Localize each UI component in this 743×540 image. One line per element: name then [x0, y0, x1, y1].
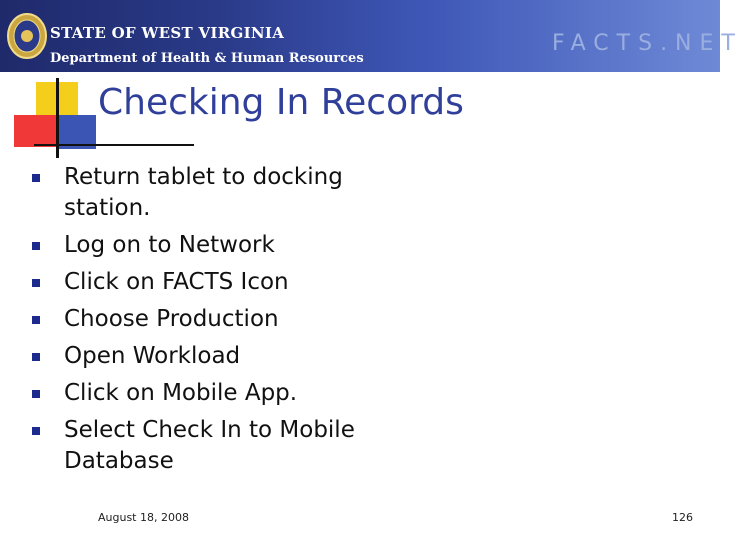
bullet-item [22, 304, 364, 335]
bullet-square-icon [32, 390, 40, 398]
bullet-text: Click on Mobile App. [64, 380, 298, 406]
footer-date: August 18, 2008 [98, 511, 189, 524]
bullet-text: Select Check In to Mobile Database [64, 417, 355, 474]
bullet-text: Click on FACTS Icon [64, 269, 289, 295]
decor-red-square [14, 115, 56, 147]
page-number: 126 [672, 511, 693, 524]
state-seal-icon [6, 12, 48, 60]
bullet-item [22, 162, 364, 224]
bullet-item [22, 415, 364, 477]
bullet-square-icon [32, 427, 40, 435]
bullet-text: Return tablet to docking station. [64, 164, 343, 221]
bullet-square-icon [32, 174, 40, 182]
bullet-text: Open Workload [64, 343, 241, 369]
bullet-text: Log on to Network [64, 232, 275, 258]
state-name: STATE OF WEST VIRGINIA [50, 24, 285, 42]
bullet-item [22, 341, 364, 372]
bullet-item [22, 378, 364, 409]
bullet-item [22, 267, 364, 298]
decor-horizontal-line [34, 144, 194, 146]
slide-title: Checking In Records [98, 82, 464, 123]
bullet-list [22, 162, 364, 483]
bullet-square-icon [32, 242, 40, 250]
department-name: Department of Health & Human Resources [50, 51, 364, 66]
header-banner [0, 0, 743, 72]
facts-net-logo: FACTS.NET [552, 31, 743, 56]
bullet-square-icon [32, 316, 40, 324]
decor-vertical-line [56, 78, 59, 158]
bullet-square-icon [32, 353, 40, 361]
bullet-text: Choose Production [64, 306, 279, 332]
bullet-square-icon [32, 279, 40, 287]
bullet-item [22, 230, 364, 261]
